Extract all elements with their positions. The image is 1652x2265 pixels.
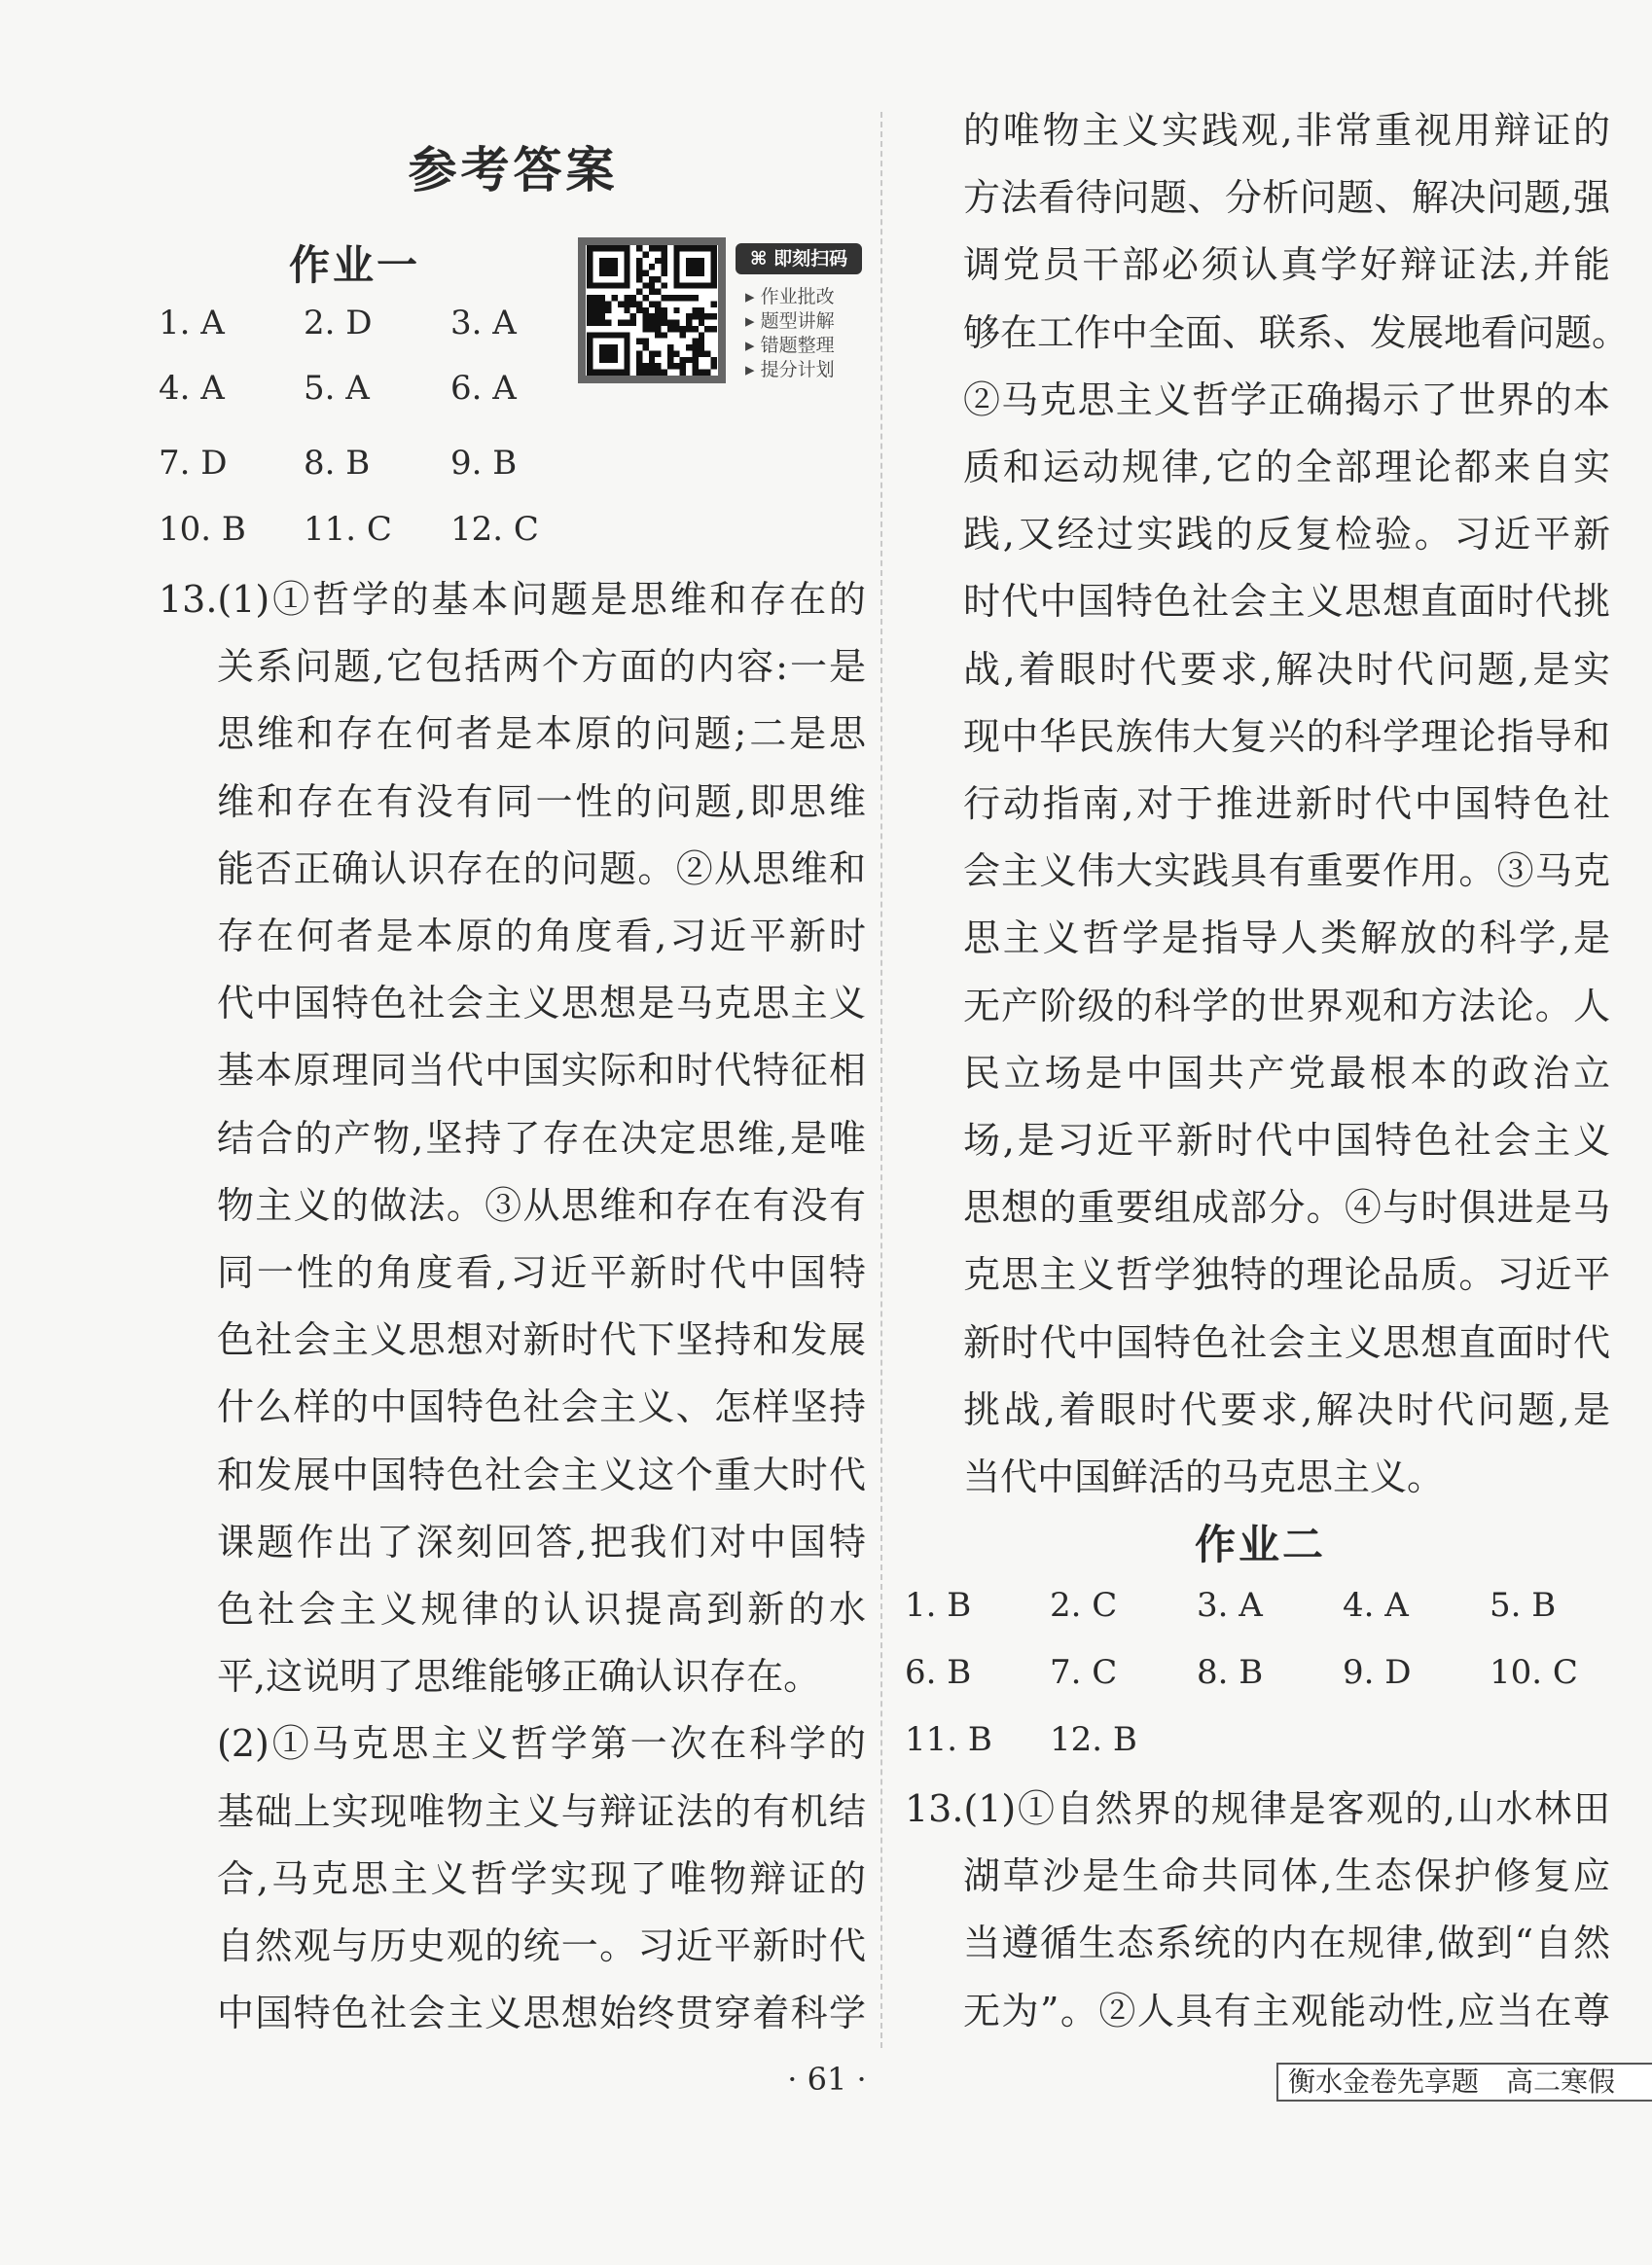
answer-item: 12. C: [450, 510, 539, 549]
text-line: 平,这说明了思维能够正确认识存在。: [217, 1655, 821, 1699]
page-number: · 61 ·: [787, 2061, 867, 2098]
footer-banner: 衡水金卷先享题 高二寒假: [1276, 2063, 1652, 2102]
answer-item: 4. A: [159, 369, 225, 408]
qr-feature-label: 提分计划: [760, 359, 835, 380]
text-line: 够在工作中全面、联系、发展地看问题。: [963, 310, 1630, 354]
text-line: 无产阶级的科学的世界观和方法论。人: [963, 984, 1610, 1027]
text-line: ②马克思主义哲学正确揭示了世界的本: [963, 378, 1610, 421]
answer-item: 3. A: [1197, 1586, 1263, 1625]
text-line: 结合的产物,坚持了存在决定思维,是唯: [217, 1116, 866, 1160]
answer-item: 7. C: [1050, 1653, 1118, 1692]
scan-badge-label: 即刻扫码: [773, 248, 848, 270]
answer-item: 9. B: [450, 444, 518, 483]
text-line: 什么样的中国特色社会主义、怎样坚持: [217, 1385, 866, 1429]
scan-badge: [736, 243, 862, 274]
text-line: 和发展中国特色社会主义这个重大时代: [217, 1453, 866, 1496]
hw1-heading: 作业一: [289, 241, 421, 289]
text-line: 湖草沙是生命共同体,生态保护修复应: [963, 1854, 1610, 1898]
qr-feature: ▸ 题型讲解: [745, 310, 835, 332]
text-line: 色社会主义思想对新时代下坚持和发展: [217, 1318, 866, 1362]
answer-item: 10. C: [1490, 1653, 1578, 1692]
text-line: 代中国特色社会主义思想是马克思主义: [217, 982, 866, 1025]
text-line: 合,马克思主义哲学实现了唯物辩证的: [217, 1856, 866, 1900]
text-line: 挑战,着眼时代要求,解决时代问题,是: [963, 1387, 1610, 1431]
answer-item: 3. A: [450, 304, 517, 342]
qr-feature-label: 错题整理: [760, 335, 835, 356]
qr-feature-label: 题型讲解: [760, 310, 835, 332]
text-line: 思想的重要组成部分。④与时俱进是马: [963, 1186, 1610, 1230]
text-line: 思维和存在何者是本原的问题;二是思: [217, 712, 866, 756]
text-line: 思主义哲学是指导人类解放的科学,是: [963, 917, 1610, 960]
text-line: 基本原理同当代中国实际和时代特征相: [217, 1049, 866, 1093]
qr-code-pattern: [586, 245, 718, 376]
text-line: 基础上实现唯物主义与辩证法的有机结: [217, 1789, 866, 1833]
text-line: 践,又经过实践的反复检验。习近平新: [963, 513, 1610, 557]
text-line: 方法看待问题、分析问题、解决问题,强: [963, 176, 1610, 220]
answer-item: 5. B: [1490, 1586, 1557, 1625]
answer-item: 7. D: [159, 444, 228, 483]
page-title: 参考答案: [408, 141, 619, 198]
text-line: 战,着眼时代要求,解决时代问题,是实: [963, 647, 1610, 691]
text-line: 关系问题,它包括两个方面的内容:一是: [217, 645, 866, 689]
text-line: 自然观与历史观的统一。习近平新时代: [217, 1924, 866, 1967]
text-line: 维和存在有没有同一性的问题,即思维: [217, 779, 866, 823]
answer-item: 5. A: [304, 369, 370, 408]
text-line: 无为”。②人具有主观能动性,应当在尊: [963, 1989, 1610, 2032]
text-line: 色社会主义规律的认识提高到新的水: [217, 1588, 866, 1631]
answer-item: 2. C: [1050, 1586, 1118, 1625]
answer-item: 6. A: [450, 369, 517, 408]
scan-icon: ⌘: [749, 248, 774, 270]
hw2-heading: 作业二: [1195, 1521, 1327, 1568]
text-line: 民立场是中国共产党最根本的政治立: [963, 1051, 1610, 1095]
text-line: 同一性的角度看,习近平新时代中国特: [217, 1251, 866, 1294]
answer-item: 1. A: [159, 304, 225, 342]
text-line: 质和运动规律,它的全部理论都来自实: [963, 446, 1610, 488]
qr-feature: ▸ 作业批改: [745, 286, 835, 307]
answer-item: 4. A: [1343, 1586, 1409, 1625]
answer-item: 6. B: [905, 1653, 972, 1692]
text-line: (2)①马克思主义哲学第一次在科学的: [217, 1722, 866, 1766]
answer-item: 2. D: [304, 304, 373, 342]
text-line: 新时代中国特色社会主义思想直面时代: [963, 1320, 1610, 1364]
text-line: 当遵循生态系统的内在规律,做到“自然: [963, 1922, 1610, 1965]
answer-item: 8. B: [304, 444, 371, 483]
text-line: 时代中国特色社会主义思想直面时代挑: [963, 580, 1610, 624]
answer-item: 8. B: [1197, 1653, 1264, 1692]
text-line: 课题作出了深刻回答,把我们对中国特: [217, 1520, 866, 1564]
text-line: 会主义伟大实践具有重要作用。③马克: [963, 849, 1610, 893]
text-line: 13.(1)①自然界的规律是客观的,山水林田: [905, 1787, 1610, 1830]
text-line: 物主义的做法。③从思维和存在有没有: [217, 1183, 866, 1227]
answer-item: 9. D: [1343, 1653, 1412, 1692]
answer-item: 11. B: [905, 1720, 992, 1759]
text-line: 的唯物主义实践观,非常重视用辩证的: [963, 109, 1610, 152]
text-line: 调党员干部必须认真学好辩证法,并能: [963, 243, 1610, 287]
text-line: 13.(1)①哲学的基本问题是思维和存在的: [159, 578, 866, 621]
answer-item: 11. C: [304, 510, 392, 549]
text-line: 当代中国鲜活的马克思主义。: [963, 1456, 1445, 1498]
text-line: 场,是习近平新时代中国特色社会主义: [963, 1119, 1610, 1162]
text-line: 现中华民族伟大复兴的科学理论指导和: [963, 714, 1610, 758]
answer-item: 1. B: [905, 1586, 972, 1625]
qr-feature: ▸ 错题整理: [745, 335, 835, 356]
answer-item: 10. B: [159, 510, 246, 549]
qr-feature: ▸ 提分计划: [745, 359, 835, 380]
column-divider: [880, 112, 882, 2048]
text-line: 中国特色社会主义思想始终贯穿着科学: [217, 1992, 866, 2035]
answer-item: 12. B: [1050, 1720, 1137, 1759]
text-line: 克思主义哲学独特的理论品质。习近平: [963, 1253, 1610, 1297]
text-line: 行动指南,对于推进新时代中国特色社: [963, 782, 1610, 825]
text-line: 能否正确认识存在的问题。②从思维和: [217, 846, 866, 890]
qr-feature-label: 作业批改: [760, 286, 835, 307]
qr-code[interactable]: [578, 237, 726, 383]
text-line: 存在何者是本原的角度看,习近平新时: [217, 915, 866, 957]
